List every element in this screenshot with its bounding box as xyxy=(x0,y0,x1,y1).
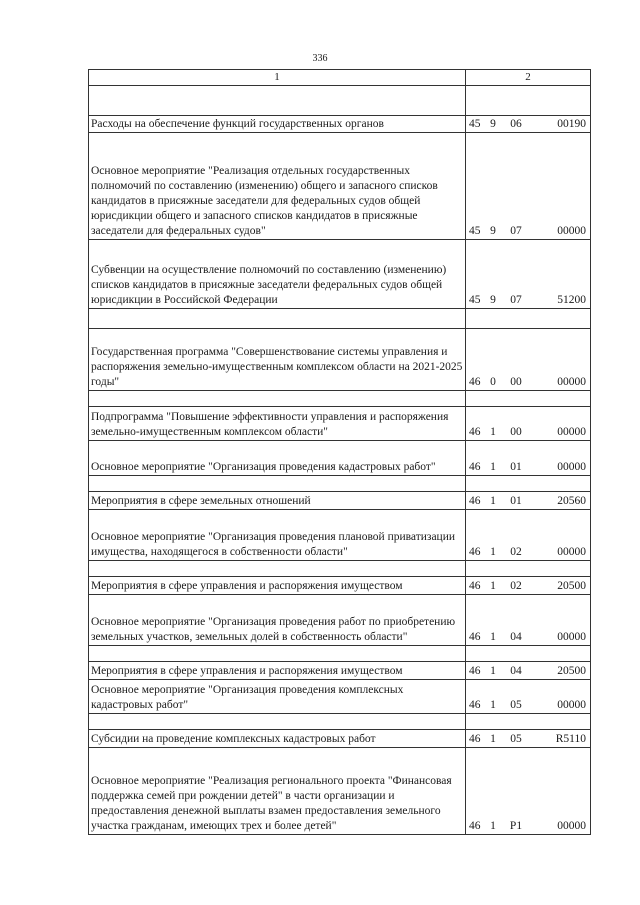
code-subprogram: 1 xyxy=(490,461,496,473)
table-header-row xyxy=(89,70,591,86)
row-codes xyxy=(466,595,591,646)
table-row xyxy=(89,577,591,595)
table-row xyxy=(89,329,591,391)
code-subprogram: 1 xyxy=(490,733,496,745)
code-direction: 20500 xyxy=(557,580,586,592)
table-row xyxy=(89,116,591,133)
code-program: 45 xyxy=(469,294,481,306)
code-activity: P1 xyxy=(509,820,523,832)
code-direction: 20560 xyxy=(557,495,586,507)
row-name: Основное мероприятие "Организация проведения работ по приобретению земельных участков, земельных долей в собственность области" xyxy=(89,595,466,646)
code-program: 46 xyxy=(469,631,481,643)
table-row xyxy=(89,510,591,561)
row-codes xyxy=(466,476,591,492)
row-codes xyxy=(466,391,591,407)
code-program: 45 xyxy=(469,118,481,130)
code-subprogram: 1 xyxy=(490,580,496,592)
code-direction: 51200 xyxy=(557,294,586,306)
row-codes xyxy=(466,561,591,577)
row-codes xyxy=(466,133,591,240)
code-subprogram: 9 xyxy=(490,225,496,237)
code-direction: 20500 xyxy=(557,665,586,677)
row-codes xyxy=(466,492,591,510)
row-name: Мероприятия в сфере управления и распоряжения имуществом xyxy=(89,577,466,595)
row-codes xyxy=(466,309,591,329)
table-row xyxy=(89,748,591,835)
code-activity: 05 xyxy=(510,699,522,711)
code-program: 46 xyxy=(469,699,481,711)
row-codes xyxy=(466,407,591,441)
code-program: 46 xyxy=(469,495,481,507)
code-activity: 06 xyxy=(510,118,522,130)
row-name: Основное мероприятие "Реализация отдельных государственных полномочий по составлению (изменению) общего и запасного списков кандидатов в присяжные заседатели для федеральных судов общей юрисдикции общего и запасного списков кандидатов в присяжные заседатели для федеральных судов" xyxy=(89,133,466,240)
code-direction: 00000 xyxy=(557,461,586,473)
table-body xyxy=(89,86,591,835)
row-name: Государственная программа "Совершенствование системы управления и распоряжения земельно-имущественным комплексом области на 2021-2025 годы" xyxy=(89,329,466,391)
row-name: Основное мероприятие "Организация проведения плановой приватизации имущества, находящегося в собственности области" xyxy=(89,510,466,561)
code-activity: 01 xyxy=(510,495,522,507)
header-col-2: 2 xyxy=(466,70,591,86)
code-direction: 00000 xyxy=(557,225,586,237)
table-row xyxy=(89,133,591,240)
row-codes xyxy=(466,86,591,116)
row-name: Субсидии на проведение комплексных кадастровых работ xyxy=(89,730,466,748)
header-col-1: 1 xyxy=(89,70,466,86)
code-subprogram: 1 xyxy=(490,426,496,438)
code-subprogram: 1 xyxy=(490,631,496,643)
row-name xyxy=(89,714,466,730)
row-codes xyxy=(466,730,591,748)
table-row xyxy=(89,730,591,748)
row-name: Расходы на обеспечение функций государственных органов xyxy=(89,116,466,133)
code-program: 46 xyxy=(469,426,481,438)
row-name: Основное мероприятие "Организация проведения комплексных кадастровых работ" xyxy=(89,680,466,714)
code-program: 46 xyxy=(469,733,481,745)
code-program: 45 xyxy=(469,225,481,237)
row-name: Субвенции на осуществление полномочий по составлению (изменению) списков кандидатов в присяжные заседатели федеральных судов общей юрисдикции в Российской Федерации xyxy=(89,240,466,309)
code-subprogram: 9 xyxy=(490,118,496,130)
code-direction: 00000 xyxy=(557,820,586,832)
code-direction: 00190 xyxy=(557,118,586,130)
table-row xyxy=(89,309,591,329)
row-codes xyxy=(466,646,591,662)
table-row xyxy=(89,441,591,476)
table-row xyxy=(89,240,591,309)
code-activity: 07 xyxy=(510,294,522,306)
code-direction: R5110 xyxy=(555,733,586,745)
code-subprogram: 9 xyxy=(490,294,496,306)
row-name xyxy=(89,476,466,492)
table-row xyxy=(89,407,591,441)
table-row xyxy=(89,561,591,577)
row-codes xyxy=(466,662,591,680)
table-row xyxy=(89,714,591,730)
table-row xyxy=(89,646,591,662)
table-row xyxy=(89,595,591,646)
row-name xyxy=(89,646,466,662)
row-codes xyxy=(466,116,591,133)
row-name xyxy=(89,561,466,577)
code-activity: 04 xyxy=(510,631,522,643)
code-activity: 00 xyxy=(510,376,522,388)
row-name: Подпрограмма "Повышение эффективности управления и распоряжения земельно-имущественным комплексом области" xyxy=(89,407,466,441)
code-activity: 07 xyxy=(510,225,522,237)
code-subprogram: 0 xyxy=(490,376,496,388)
page-number: 336 xyxy=(312,53,328,64)
row-name: Основное мероприятие "Реализация регионального проекта "Финансовая поддержка семей при рождении детей" в части организации и предоставления денежной выплаты взамен предоставления земельного участка гражданам, имеющих трех и более детей" xyxy=(89,748,466,835)
code-subprogram: 1 xyxy=(490,699,496,711)
row-codes xyxy=(466,714,591,730)
row-codes xyxy=(466,748,591,835)
code-program: 46 xyxy=(469,461,481,473)
code-activity: 02 xyxy=(510,546,522,558)
code-subprogram: 1 xyxy=(490,546,496,558)
code-program: 46 xyxy=(469,665,481,677)
code-subprogram: 1 xyxy=(490,820,496,832)
code-direction: 00000 xyxy=(557,426,586,438)
row-name: Мероприятия в сфере управления и распоряжения имуществом xyxy=(89,662,466,680)
table-row xyxy=(89,86,591,116)
code-program: 46 xyxy=(469,580,481,592)
table-row xyxy=(89,391,591,407)
row-codes xyxy=(466,441,591,476)
code-program: 46 xyxy=(469,376,481,388)
table-row xyxy=(89,476,591,492)
row-codes xyxy=(466,680,591,714)
row-name: Основное мероприятие "Организация проведения кадастровых работ" xyxy=(89,441,466,476)
code-program: 46 xyxy=(469,546,481,558)
row-codes xyxy=(466,329,591,391)
row-name: Мероприятия в сфере земельных отношений xyxy=(89,492,466,510)
table-row xyxy=(89,662,591,680)
table-row xyxy=(89,492,591,510)
code-direction: 00000 xyxy=(557,631,586,643)
row-name xyxy=(89,391,466,407)
row-name xyxy=(89,309,466,329)
code-direction: 00000 xyxy=(557,546,586,558)
table-row xyxy=(89,680,591,714)
row-name xyxy=(89,86,466,116)
code-subprogram: 1 xyxy=(490,665,496,677)
code-activity: 04 xyxy=(510,665,522,677)
code-activity: 02 xyxy=(510,580,522,592)
budget-classification-table xyxy=(88,69,591,835)
row-codes xyxy=(466,240,591,309)
row-codes xyxy=(466,577,591,595)
row-codes xyxy=(466,510,591,561)
code-activity: 05 xyxy=(510,733,522,745)
code-activity: 01 xyxy=(510,461,522,473)
code-subprogram: 1 xyxy=(490,495,496,507)
code-activity: 00 xyxy=(510,426,522,438)
code-direction: 00000 xyxy=(557,376,586,388)
code-program: 46 xyxy=(469,820,481,832)
code-direction: 00000 xyxy=(557,699,586,711)
